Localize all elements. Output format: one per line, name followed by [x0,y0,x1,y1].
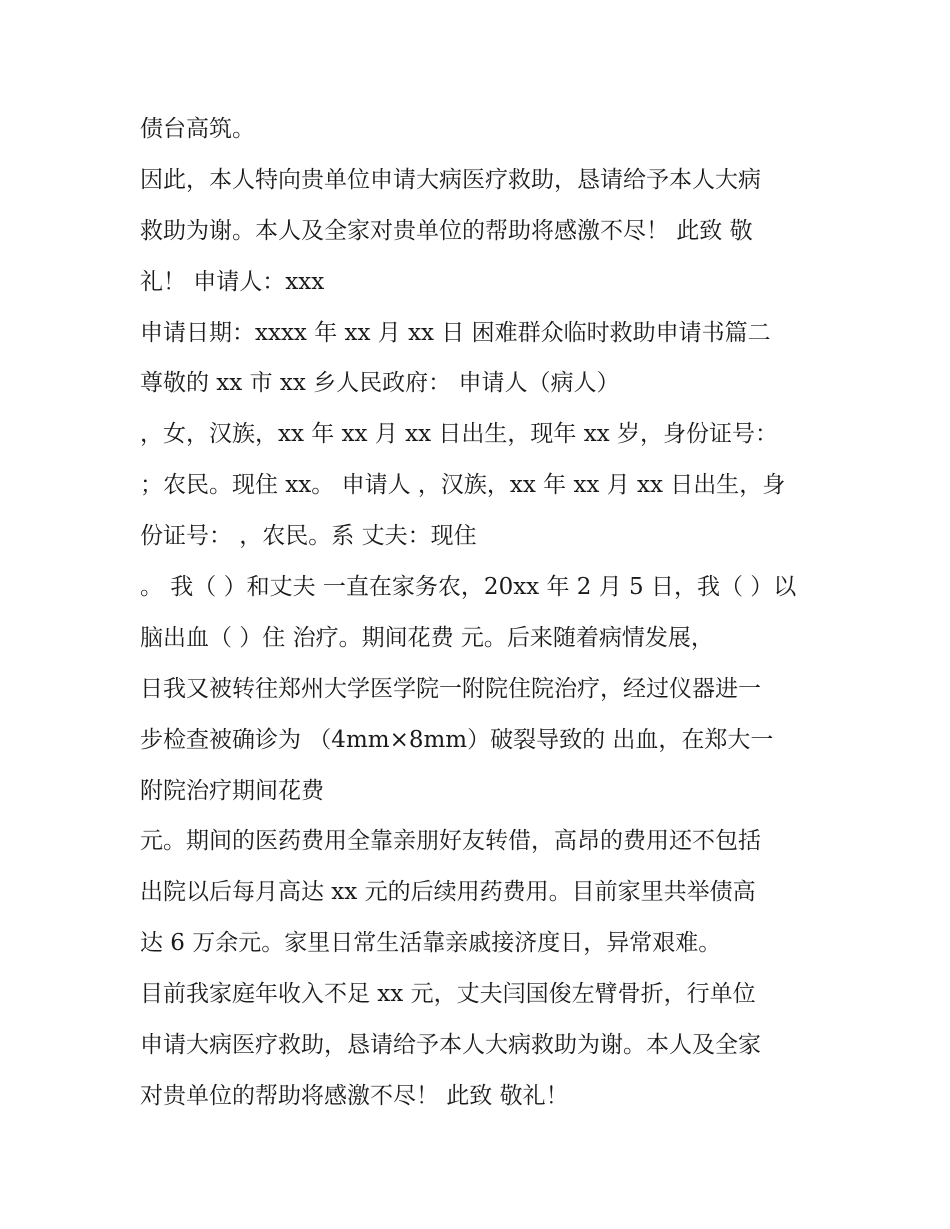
text-line: 元。期间的医药费用全靠亲朋好友转借，高昂的费用还不包括 [140,828,761,855]
text-line: 出院以后每月高达 xx 元的后续用药费用。目前家里共举债高 [140,879,756,906]
text-line: 救助为谢。本人及全家对贵单位的帮助将感激不尽！ 此致 敬 [140,217,753,244]
text-line: 附院治疗期间花费 [140,777,324,804]
text-line: 尊敬的 xx 市 xx 乡人民政府： 申请人（病人） [140,370,620,397]
text-line: 步检查被确诊为 （4mm×8mm）破裂导致的 出血，在郑大一 [140,726,774,753]
text-line: 日我又被转往郑州大学医学院一附院住院治疗，经过仪器进一 [140,675,761,702]
body-text [140,108,830,1126]
text-line: 因此，本人特向贵单位申请大病医疗救助，恳请给予本人大病 [140,166,761,193]
text-line: 债台高筑。 [140,116,255,142]
text-line: 礼！ 申请人：xxx [140,268,325,295]
text-line: 达 6 万余元。家里日常生活靠亲戚接济度日，异常艰难。 [140,930,722,957]
text-line: ；农民。现住 xx。 申请人 ，汉族，xx 年 xx 月 xx 日出生，身 [140,472,786,499]
text-line: 脑出血（ ）住 治疗。期间花费 元。后来随着病情发展， [140,624,714,651]
text-line: 申请日期：xxxx 年 xx 月 xx 日 困难群众临时救助申请书篇二 [140,319,771,346]
text-line: 申请大病医疗救助，恳请给予本人大病救助为谢。本人及全家 [140,1032,761,1059]
text-line: ，女，汉族，xx 年 xx 月 xx 日出生，现年 xx 岁，身份证号： [140,421,778,448]
text-line: 。 我（ ）和丈夫 一直在家务农，20xx 年 2 月 5 日，我（ ）以 [140,574,797,601]
text-line: 份证号： ，农民。系 丈夫：现住 [140,523,477,550]
text-line: 目前我家庭年收入不足 xx 元，丈夫闫国俊左臂骨折，行单位 [140,981,756,1008]
text-line: 对贵单位的帮助将感激不尽！ 此致 敬礼！ [140,1082,569,1109]
